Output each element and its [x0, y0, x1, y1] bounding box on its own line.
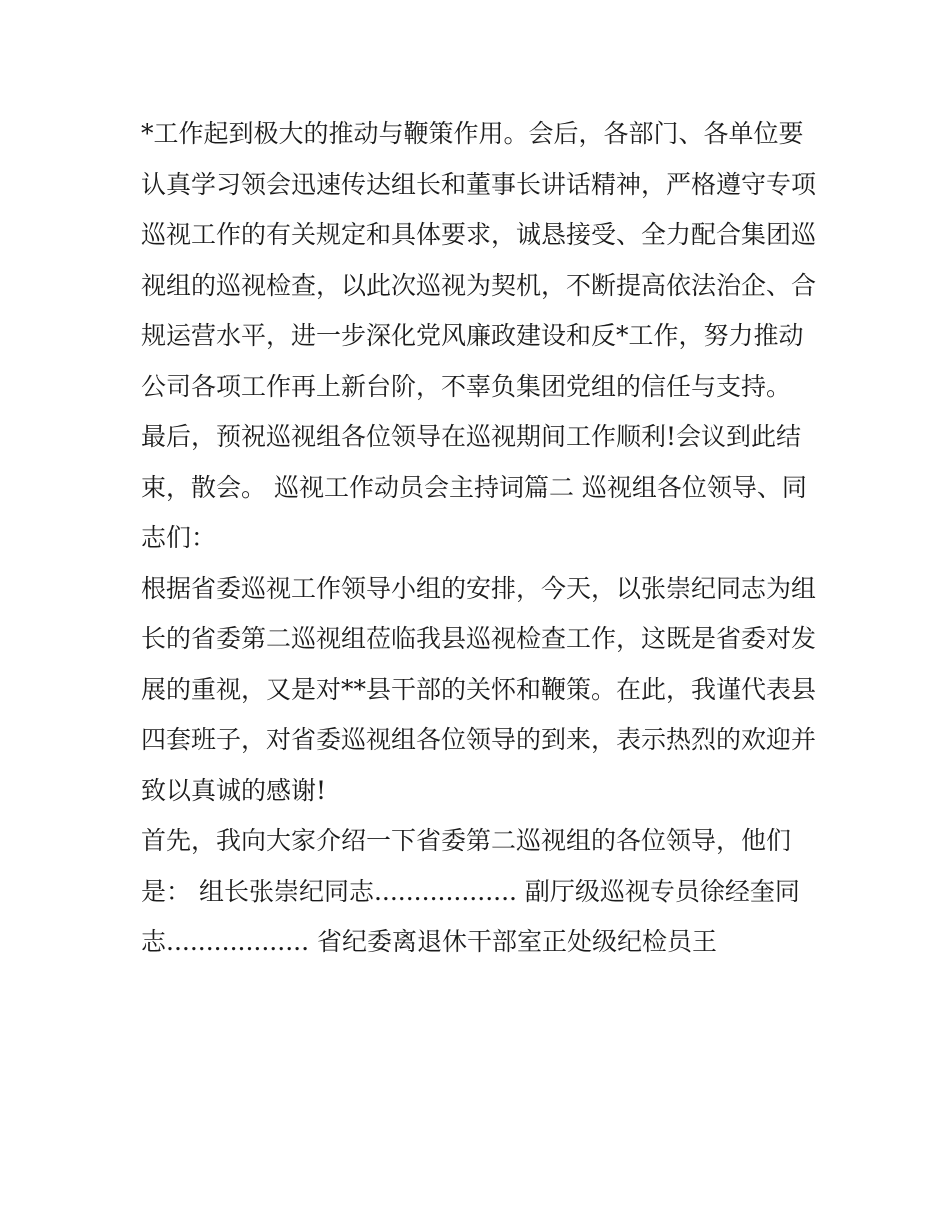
text-line-5: 规运营水平，进一步深化党风廉政建设和反*工作，努力推动 — [141, 321, 804, 350]
document-body — [141, 109, 821, 968]
text-line-12: 展的重视，又是对**县干部的关怀和鞭策。在此，我谨代表县 — [141, 674, 817, 704]
text-line-6: 公司各项工作再上新台阶，不辜负集团党组的信任与支持。 — [141, 371, 792, 401]
text-line-7: 最后，预祝巡视组各位领导在巡视期间工作顺利!会议到此结 — [141, 422, 802, 451]
text-line-4: 视组的巡视检查，以此次巡视为契机，不断提高依法治企、合 — [141, 270, 817, 300]
text-line-13: 四套班子，对省委巡视组各位领导的到来，表示热烈的欢迎并 — [141, 725, 817, 754]
text-line-14: 致以真诚的感谢! — [141, 775, 327, 805]
text-line-17: 志.................. 省纪委离退休干部室正处级纪检员王 — [141, 927, 717, 956]
text-line-8: 束，散会。 巡视工作动员会主持词篇二 巡视组各位领导、同 — [141, 472, 807, 502]
text-line-9: 志们： — [141, 523, 217, 552]
text-line-10: 根据省委巡视工作领导小组的安排，今天，以张崇纪同志为组 — [141, 573, 817, 603]
text-line-15: 首先，我向大家介绍一下省委第二巡视组的各位领导，他们 — [141, 826, 792, 855]
text-line-2: 认真学习领会迅速传达组长和董事长讲话精神，严格遵守专项 — [141, 169, 817, 199]
text-line-11: 长的省委第二巡视组莅临我县巡视检查工作，这既是省委对发 — [141, 624, 817, 653]
text-line-16: 是： 组长张崇纪同志.................. 副厅级巡视专员徐经奎同 — [141, 876, 800, 906]
text-line-3: 巡视工作的有关规定和具体要求，诚恳接受、全力配合集团巡 — [141, 220, 817, 249]
text-line-1: *工作起到极大的推动与鞭策作用。会后，各部门、各单位要 — [141, 119, 804, 148]
